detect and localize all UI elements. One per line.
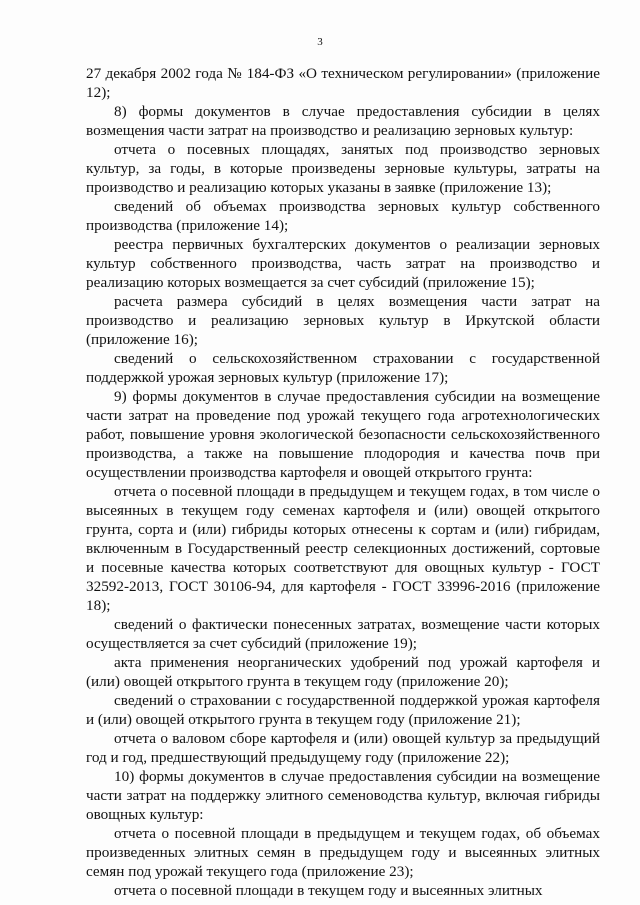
paragraph: сведений о страховании с государственной поддержкой урожая картофеля и (или) овощей открытого грунта в текущем году (приложение 21);: [86, 692, 600, 728]
paragraph: акта применения неорганических удобрений под урожай картофеля и (или) овощей открытого грунта в текущем году (приложение 20);: [86, 654, 600, 690]
document-body: [86, 64, 600, 900]
paragraph: отчета о посевной площади в предыдущем и текущем годах, в том числе о высеянных в текущем году семенах картофеля и (или) овощей открытого грунта, сорта и (или) гибриды которых отнесены к сортам и (или) гибридам, включенным в Государственный реестр селекционных достижений, сортовые и посевные качества которых соответствуют для овощных культур - ГОСТ 32592-2013, ГОСТ 30106-94, для картофеля - ГОСТ 33996-2016 (приложение 18);: [86, 483, 600, 614]
paragraph: 27 декабря 2002 года № 184-ФЗ «О техническом регулировании» (приложение 12);: [86, 65, 600, 101]
paragraph: 9) формы документов в случае предоставления субсидии на возмещение части затрат на проведение под урожай текущего года агротехнологических работ, повышение уровня экологической безопасности сельскохозяйственного производства, а также на повышение плодородия и качества почв при осуществлении производства картофеля и овощей открытого грунта:: [86, 388, 600, 481]
paragraph: отчета о посевной площади в текущем году и высеянных элитных: [114, 882, 543, 899]
paragraph: расчета размера субсидий в целях возмещения части затрат на производство и реализацию зерновых культур в Иркутской области (приложение 16);: [86, 293, 600, 348]
paragraph: отчета о посевной площади в предыдущем и текущем годах, об объемах произведенных элитных семян в предыдущем году и высеянных элитных семян под урожай текущего года (приложение 23);: [86, 825, 600, 880]
paragraph: 8) формы документов в случае предоставления субсидии в целях возмещения части затрат на производство и реализацию зерновых культур:: [86, 103, 600, 139]
paragraph: сведений о фактически понесенных затратах, возмещение части которых осуществляется за счет субсидий (приложение 19);: [86, 616, 600, 652]
paragraph: реестра первичных бухгалтерских документов о реализации зерновых культур собственного производства, часть затрат на производство и реализацию которых возмещается за счет субсидий (приложение 15);: [86, 236, 600, 291]
paragraph: сведений об объемах производства зерновых культур собственного производства (приложение 14);: [86, 198, 600, 234]
paragraph: 10) формы документов в случае предоставления субсидии на возмещение части затрат на поддержку элитного семеноводства культур, включая гибриды овощных культур:: [86, 768, 600, 823]
paragraph: сведений о сельскохозяйственном страховании с государственной поддержкой урожая зерновых культур (приложение 17);: [86, 350, 600, 386]
page-number: 3: [317, 36, 323, 48]
paragraph: отчета о посевных площадях, занятых под производство зерновых культур, за годы, в которые произведены зерновые культуры, затраты на производство и реализацию которых указаны в заявке (приложение 13);: [86, 141, 600, 196]
paragraph: отчета о валовом сборе картофеля и (или) овощей культур за предыдущий год и год, предшествующий предыдущему году (приложение 22);: [86, 730, 600, 766]
